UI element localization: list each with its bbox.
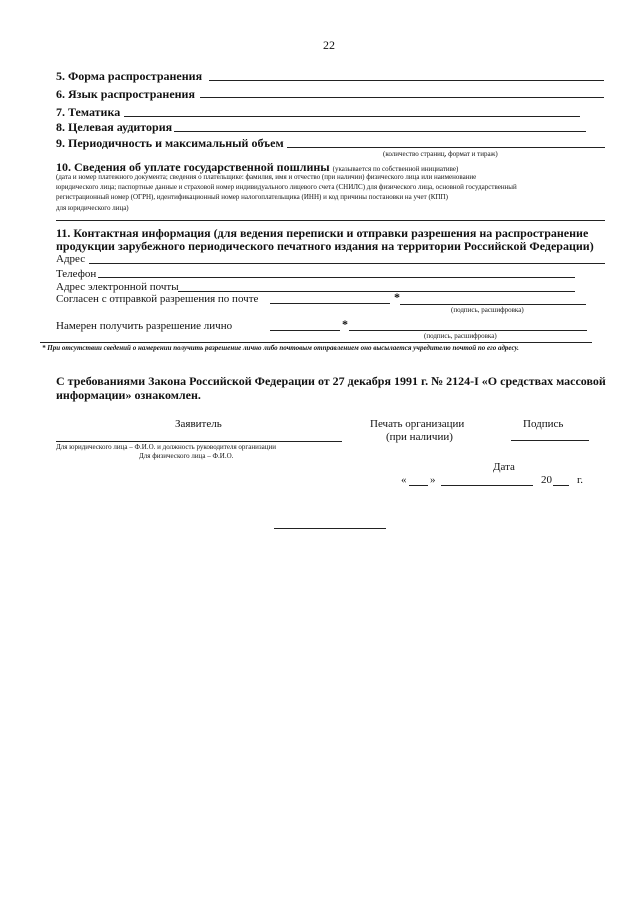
field-9-hint: (количество страниц, формат и тираж) xyxy=(383,150,498,158)
personal-asterisk: * xyxy=(342,317,348,331)
address-line[interactable] xyxy=(89,263,605,264)
page-number: 22 xyxy=(323,38,335,52)
field-9-line[interactable] xyxy=(287,147,605,148)
field-7-line[interactable] xyxy=(124,116,580,117)
date-month-line[interactable] xyxy=(441,485,533,486)
field-5-line[interactable] xyxy=(209,80,604,81)
section-10-title xyxy=(56,160,458,174)
section-10-line[interactable] xyxy=(56,220,605,221)
mail-signature-line[interactable] xyxy=(400,304,586,305)
mail-consent-label: Согласен с отправкой разрешения по почте xyxy=(56,293,259,305)
field-6-line[interactable] xyxy=(200,97,604,98)
acknowledgement-1: С требованиями Закона Российской Федерации от 27 декабря 1991 г. № 2124-I «О средствах массовой xyxy=(56,374,606,388)
section-10-desc-1: (дата и номер платежного документа; сведения о плательщике: фамилия, имя и отчество (при наличии) физического лица или наименование xyxy=(56,173,477,181)
personal-label: Намерен получить разрешение лично xyxy=(56,320,233,332)
seal-label-2: (при наличии) xyxy=(386,431,453,443)
physical-person-hint: Для физического лица – Ф.И.О. xyxy=(139,452,234,460)
legal-entity-hint: Для юридического лица – Ф.И.О. и должность руководителя организации xyxy=(56,443,277,451)
bottom-divider xyxy=(274,528,386,529)
personal-signature-hint: (подпись, расшифровка) xyxy=(424,332,497,340)
mail-asterisk: * xyxy=(394,290,400,304)
signature-label: Подпись xyxy=(523,418,564,430)
section-10-desc-4: для юридического лица) xyxy=(56,204,129,212)
personal-mark-line[interactable] xyxy=(270,330,340,331)
date-day-line[interactable] xyxy=(409,485,428,486)
applicant-line[interactable] xyxy=(56,441,342,442)
section-10-note: (указывается по собственной инициативе) xyxy=(332,165,459,173)
seal-label-1: Печать организации xyxy=(370,418,465,430)
field-8-line[interactable] xyxy=(174,131,586,132)
field-8-label: 8. Целевая аудитория xyxy=(56,120,173,134)
phone-label: Телефон xyxy=(56,268,97,280)
section-10-desc-2: юридического лица; паспортные данные и страховой номер индивидуального лицевого счета (СНИЛС) для физического лица, основной государственный xyxy=(56,183,517,191)
date-year-line[interactable] xyxy=(553,485,569,486)
section-11-title-2: продукции зарубежного периодического печатного издания на территории Российской Федерации) xyxy=(56,239,594,253)
field-5-label: 5. Форма распространения xyxy=(56,69,203,83)
personal-signature-line[interactable] xyxy=(349,330,587,331)
section-11-title-1: 11. Контактная информация (для ведения переписки и отправки разрешения на распространение xyxy=(56,226,589,240)
date-quote-open: « xyxy=(401,474,407,486)
email-line[interactable] xyxy=(178,291,575,292)
date-year-suffix: г. xyxy=(577,474,584,486)
field-9-label: 9. Периодичность и максимальный объем xyxy=(56,136,284,150)
footnote: * При отсутствии сведений о намерении получить разрешение лично либо почтовым отправлением оно высылается учредителю почтой по его адресу. xyxy=(42,344,519,352)
section-10-title-text: 10. Сведения об уплате государственной пошлины xyxy=(56,160,330,174)
mail-consent-mark-line[interactable] xyxy=(270,303,390,304)
address-label: Адрес xyxy=(56,253,86,265)
phone-line[interactable] xyxy=(98,277,575,278)
mail-signature-hint: (подпись, расшифровка) xyxy=(451,306,524,314)
signature-line[interactable] xyxy=(511,440,589,441)
field-6-label: 6. Язык распространения xyxy=(56,87,195,101)
date-quote-close: » xyxy=(430,474,436,486)
applicant-label: Заявитель xyxy=(175,418,222,430)
section-10-desc-3: регистрационный номер (ОГРН), идентификационный номер налогоплательщика (ИНН) и код причины постановки на учет (КПП) xyxy=(56,193,448,201)
acknowledgement-2: информации» ознакомлен. xyxy=(56,388,201,402)
email-label: Адрес электронной почты xyxy=(56,281,179,293)
footnote-rule xyxy=(40,342,592,343)
field-7-label: 7. Тематика xyxy=(56,105,121,119)
date-year-prefix: 20 xyxy=(541,474,552,486)
date-label: Дата xyxy=(493,461,515,473)
